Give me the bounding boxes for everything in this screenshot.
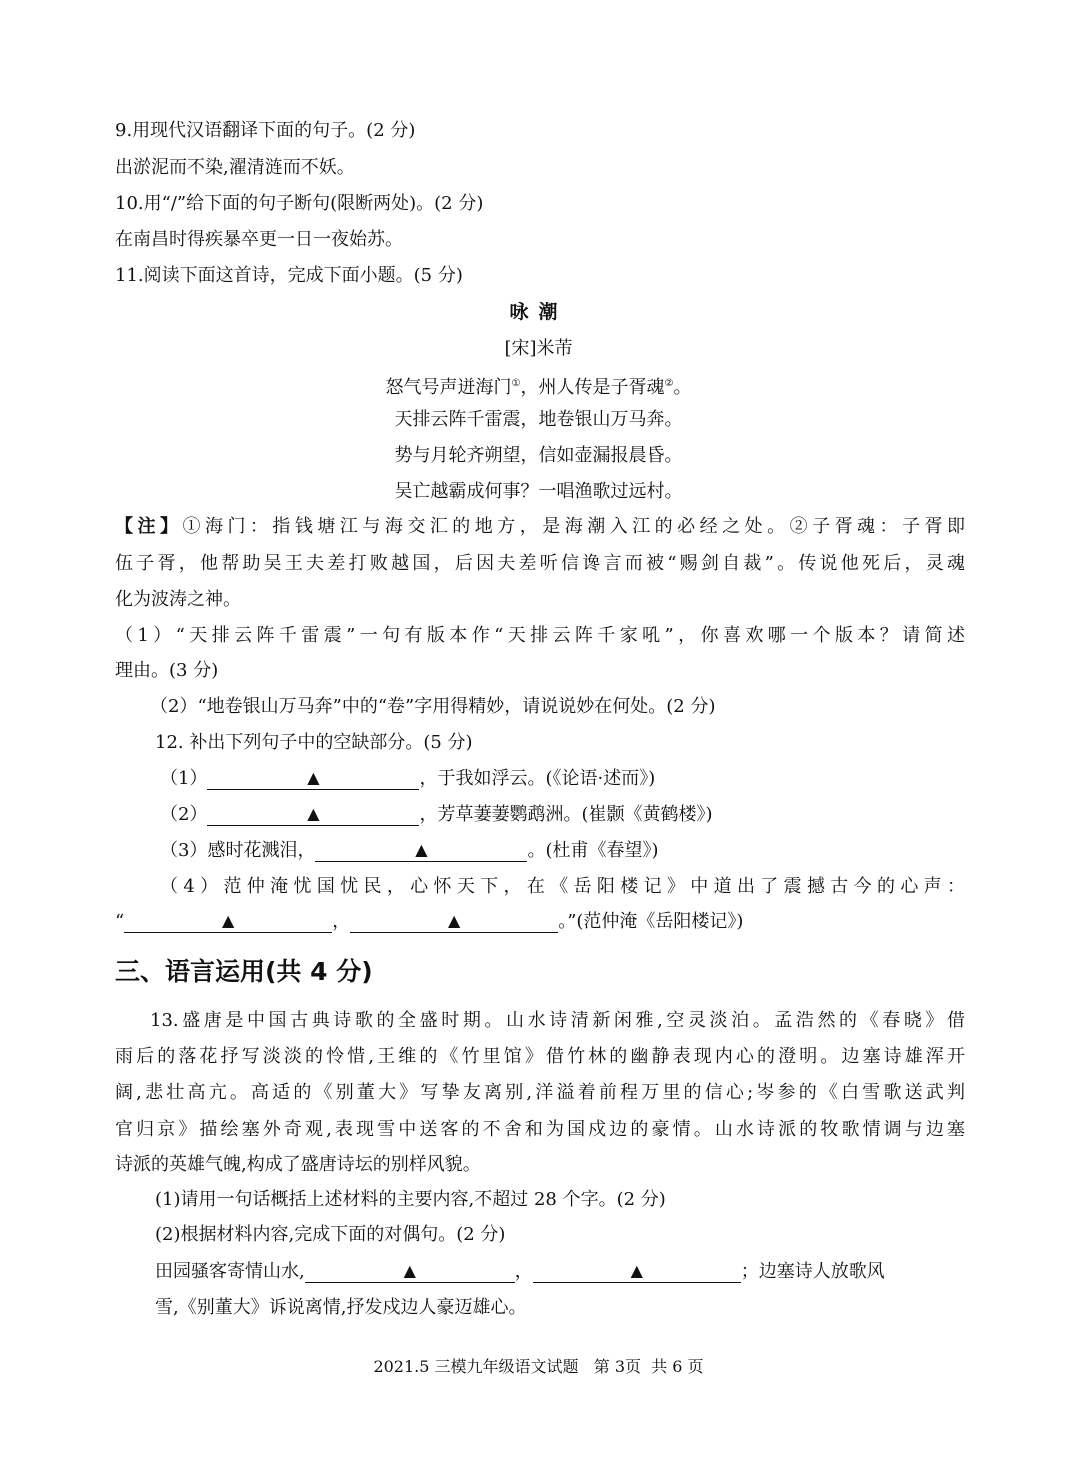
q11-sub2: （2）“地卷银山万马奔”中的“卷”字用得精妙，请说说妙在何处。(2 分) [150,696,716,717]
quote-open: “ [115,911,125,932]
q12-item-4-comma: ， [332,911,351,932]
q13-para-line-1: 13.盛唐是中国古典诗歌的全盛时期。山水诗清新闲雅,空灵淡泊。孟浩然的《春晓》借 [150,1010,965,1031]
q11-prompt: 11.阅读下面这首诗，完成下面小题。(5 分) [115,265,463,286]
q12-item-4-source: 。”(范仲淹《岳阳楼记》) [558,911,744,932]
poem-title: 咏潮 [509,301,568,323]
note-label: 【注】 [115,516,183,537]
q13-para-line-4: 官归京》描绘塞外奇观,表现雪中送客的不舍和为国戍边的豪情。山水诗派的牧歌情调与边塞 [115,1119,965,1140]
poem-line-2: 天排云阵千雷震，地卷银山万马奔。 [394,409,683,430]
poem-line-3: 势与月轮齐朔望，信如壶漏报晨昏。 [394,445,683,466]
q10-sentence: 在南昌时得疾暴卒更一日一夜始苏。 [115,229,403,250]
q12-prompt: 12. 补出下列句子中的空缺部分。(5 分) [155,732,473,753]
note-line-3: 化为波涛之神。 [115,589,241,610]
blank-marker: ▲ [222,911,235,930]
q12-item-1-text: ，于我如浮云。(《论语·述而》) [419,768,656,789]
q12-item-3 [160,839,1010,863]
answer-blank[interactable] [350,910,558,933]
q12-item-4-line-2 [115,910,965,934]
q12-item-3-prefix: （3）感时花溅泪， [160,840,316,861]
answer-blank[interactable] [207,803,419,826]
answer-blank[interactable] [305,1260,515,1283]
blank-marker: ▲ [307,768,320,787]
poem-line-4: 吴亡越霸成何事？一唱渔歌过远村。 [394,481,683,502]
poem-line-1-b: ，州人传是子胥魂 [520,377,665,398]
page-footer: 2021.5 三模九年级语文试题 第 3页 共 6 页 [373,1357,704,1376]
answer-blank[interactable] [207,767,419,790]
q13-sub1: (1)请用一句话概括上述材料的主要内容,不超过 28 个字。(2 分) [155,1189,666,1210]
section-heading: 三、语言运用(共 4 分) [115,957,373,986]
q13-para-line-5: 诗派的英雄气魄,构成了盛唐诗坛的别样风貌。 [115,1154,481,1175]
q12-item-2-text: ，芳草萋萋鹦鹉洲。(崔颢《黄鹤楼》) [419,804,713,825]
blank-marker: ▲ [307,804,320,823]
note-text-1: ①海门：指钱塘江与海交汇的地方，是海潮入江的必经之处。②子胥魂：子胥即 [182,516,966,537]
q12-item-4-line-1: （4）范仲淹忧国忧民，心怀天下，在《岳阳楼记》中道出了震撼古今的心声： [160,876,965,897]
q12-item-1 [160,767,1010,791]
q12-item-1-number: （1） [160,768,208,789]
footnote-mark-1: ① [511,378,521,389]
blank-marker: ▲ [630,1261,643,1280]
q13-sub2: (2)根据材料内容,完成下面的对偶句。(2 分) [155,1224,506,1245]
poem-line-1 [0,372,1077,400]
couplet-comma: ， [514,1261,533,1282]
q12-item-2 [160,803,1010,827]
q11-sub1-line-2: 理由。(3 分) [115,660,219,681]
q12-item-3-text: 。(杜甫《春望》) [527,840,659,861]
q11-sub1-line-1: （1）“天排云阵千雷震”一句有版本作“天排云阵千家吼”，你喜欢哪一个版本？请简述 [115,625,965,646]
footnote-mark-2: ② [664,378,674,389]
couplet-prefix: 田园骚客寄情山水, [155,1261,305,1282]
q13-couplet-line-1 [155,1260,1005,1284]
poem-author: [宋]米芾 [504,338,573,359]
blank-marker: ▲ [403,1261,416,1280]
poem-line-1-a: 怒气号声迸海门 [385,377,512,398]
q10-prompt: 10.用“/”给下面的句子断句(限断两处)。(2 分) [115,193,484,214]
q9-prompt: 9.用现代汉语翻译下面的句子。(2 分) [115,120,416,141]
q13-para-line-2: 雨后的落花抒写淡淡的怜惜,王维的《竹里馆》借竹林的幽静表现内心的澄明。边塞诗雄浑开 [115,1046,965,1067]
couplet-suffix: ；边塞诗人放歌风 [740,1261,885,1282]
note-line-1 [115,515,965,539]
q13-para-line-3: 阔,悲壮高亢。高适的《别董大》写挚友离别,洋溢着前程万里的信心;岑参的《白雪歌送武判 [115,1082,965,1103]
q9-sentence: 出淤泥而不染,濯清涟而不妖。 [115,157,355,178]
blank-marker: ▲ [448,911,461,930]
blank-marker: ▲ [415,840,428,859]
note-line-2: 伍子胥，他帮助吴王夫差打败越国，后因夫差听信谗言而被“赐剑自裁”。传说他死后，灵魂 [115,553,965,574]
q12-item-2-number: （2） [160,804,208,825]
answer-blank[interactable] [124,910,332,933]
answer-blank[interactable] [315,839,527,862]
q13-couplet-line-2: 雪,《别董大》诉说离情,抒发戍边人豪迈雄心。 [155,1297,527,1318]
answer-blank[interactable] [533,1260,741,1283]
poem-line-1-c: 。 [673,377,692,398]
